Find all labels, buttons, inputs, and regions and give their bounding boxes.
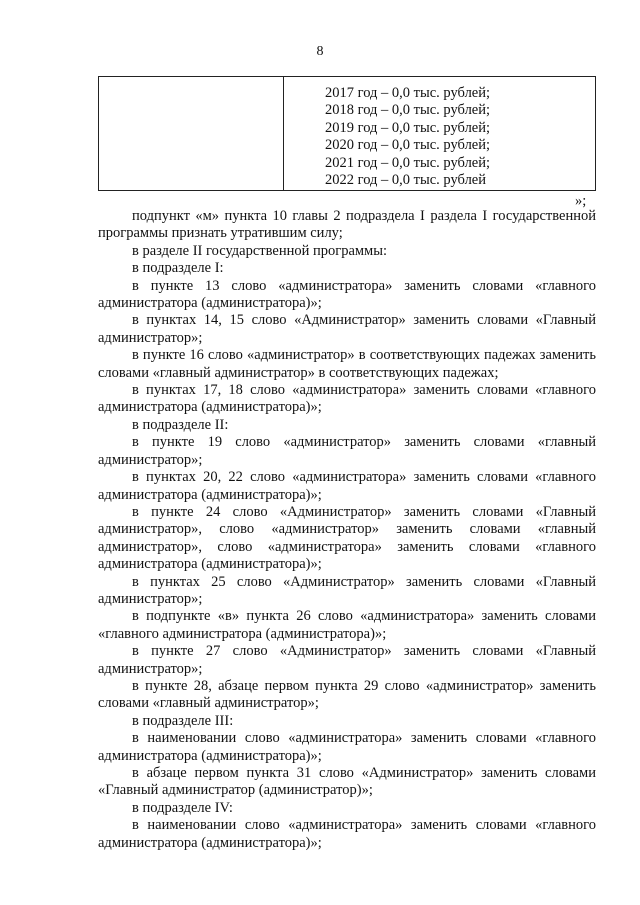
paragraph: в пункте 16 слово «администратор» в соответствующих падежах заменить словами «главный администратор» в соответствующих падежах; (98, 347, 596, 381)
funding-line-2022: 2022 год – 0,0 тыс. рублей (325, 172, 487, 189)
funding-line-2021: 2021 год – 0,0 тыс. рублей; (325, 154, 491, 171)
paragraph: в пунктах 25 слово «Администратор» заменить словами «Главный администратор»; (98, 573, 596, 607)
paragraph: в наименовании слово «администратора» заменить словами «главного администратора (администратора)»; (98, 730, 596, 764)
paragraph: в пунктах 20, 22 слово «администратора» заменить словами «главного администратора (администратора)»; (98, 469, 596, 503)
paragraph: в подразделе III: (132, 712, 234, 729)
funding-line-2019: 2019 год – 0,0 тыс. рублей; (325, 119, 491, 136)
paragraph: в подразделе II: (132, 416, 229, 433)
funding-list (325, 85, 490, 189)
funding-line-2017: 2017 год – 0,0 тыс. рублей; (325, 85, 491, 101)
paragraph: подпункт «м» пункта 10 главы 2 подраздела I раздела I государственной программы признать утратившим силу; (98, 208, 596, 242)
paragraph: в наименовании слово «администратора» заменить словами «главного администратора (администратора)»; (98, 817, 596, 851)
paragraph: в пункте 24 слово «Администратор» заменить словами «Главный администратор», слово «администратор» заменить словами «главный администратор», слово «администратора» заменить словами «главного администратора (администратора)»; (98, 503, 596, 573)
paragraph: в пункте 19 слово «администратор» заменить словами «главный администратор»; (98, 434, 596, 468)
quote-closing-mark: »; (575, 193, 587, 209)
paragraph: в разделе II государственной программы: (132, 242, 387, 259)
funding-table (98, 76, 596, 191)
page-number: 8 (316, 44, 324, 59)
paragraph: в абзаце первом пункта 31 слово «Администратор» заменить словами «Главный администратор (администратор)»; (98, 765, 596, 799)
paragraph: в пункте 28, абзаце первом пункта 29 слово «администратор» заменить словами «главный администратор»; (98, 677, 596, 712)
paragraph: в пункте 13 слово «администратора» заменить словами «главного администратора (администратора)»; (98, 277, 596, 312)
paragraph: в подразделе IV: (132, 799, 233, 816)
paragraph: в пунктах 17, 18 слово «администратора» заменить словами «главного администратора (администратора)»; (98, 382, 596, 416)
paragraph: в пункте 27 слово «Администратор» заменить словами «Главный администратор»; (98, 643, 596, 677)
paragraph: в подпункте «в» пункта 26 слово «администратора» заменить словами «главного администратора (администратора)»; (98, 608, 596, 642)
paragraph: в подразделе I: (132, 260, 224, 277)
document-body (98, 208, 596, 852)
paragraph: в пунктах 14, 15 слово «Администратор» заменить словами «Главный администратор»; (98, 312, 596, 346)
table-column-divider (283, 77, 284, 190)
funding-line-2018: 2018 год – 0,0 тыс. рублей; (325, 102, 491, 119)
funding-line-2020: 2020 год – 0,0 тыс. рублей; (325, 137, 491, 154)
